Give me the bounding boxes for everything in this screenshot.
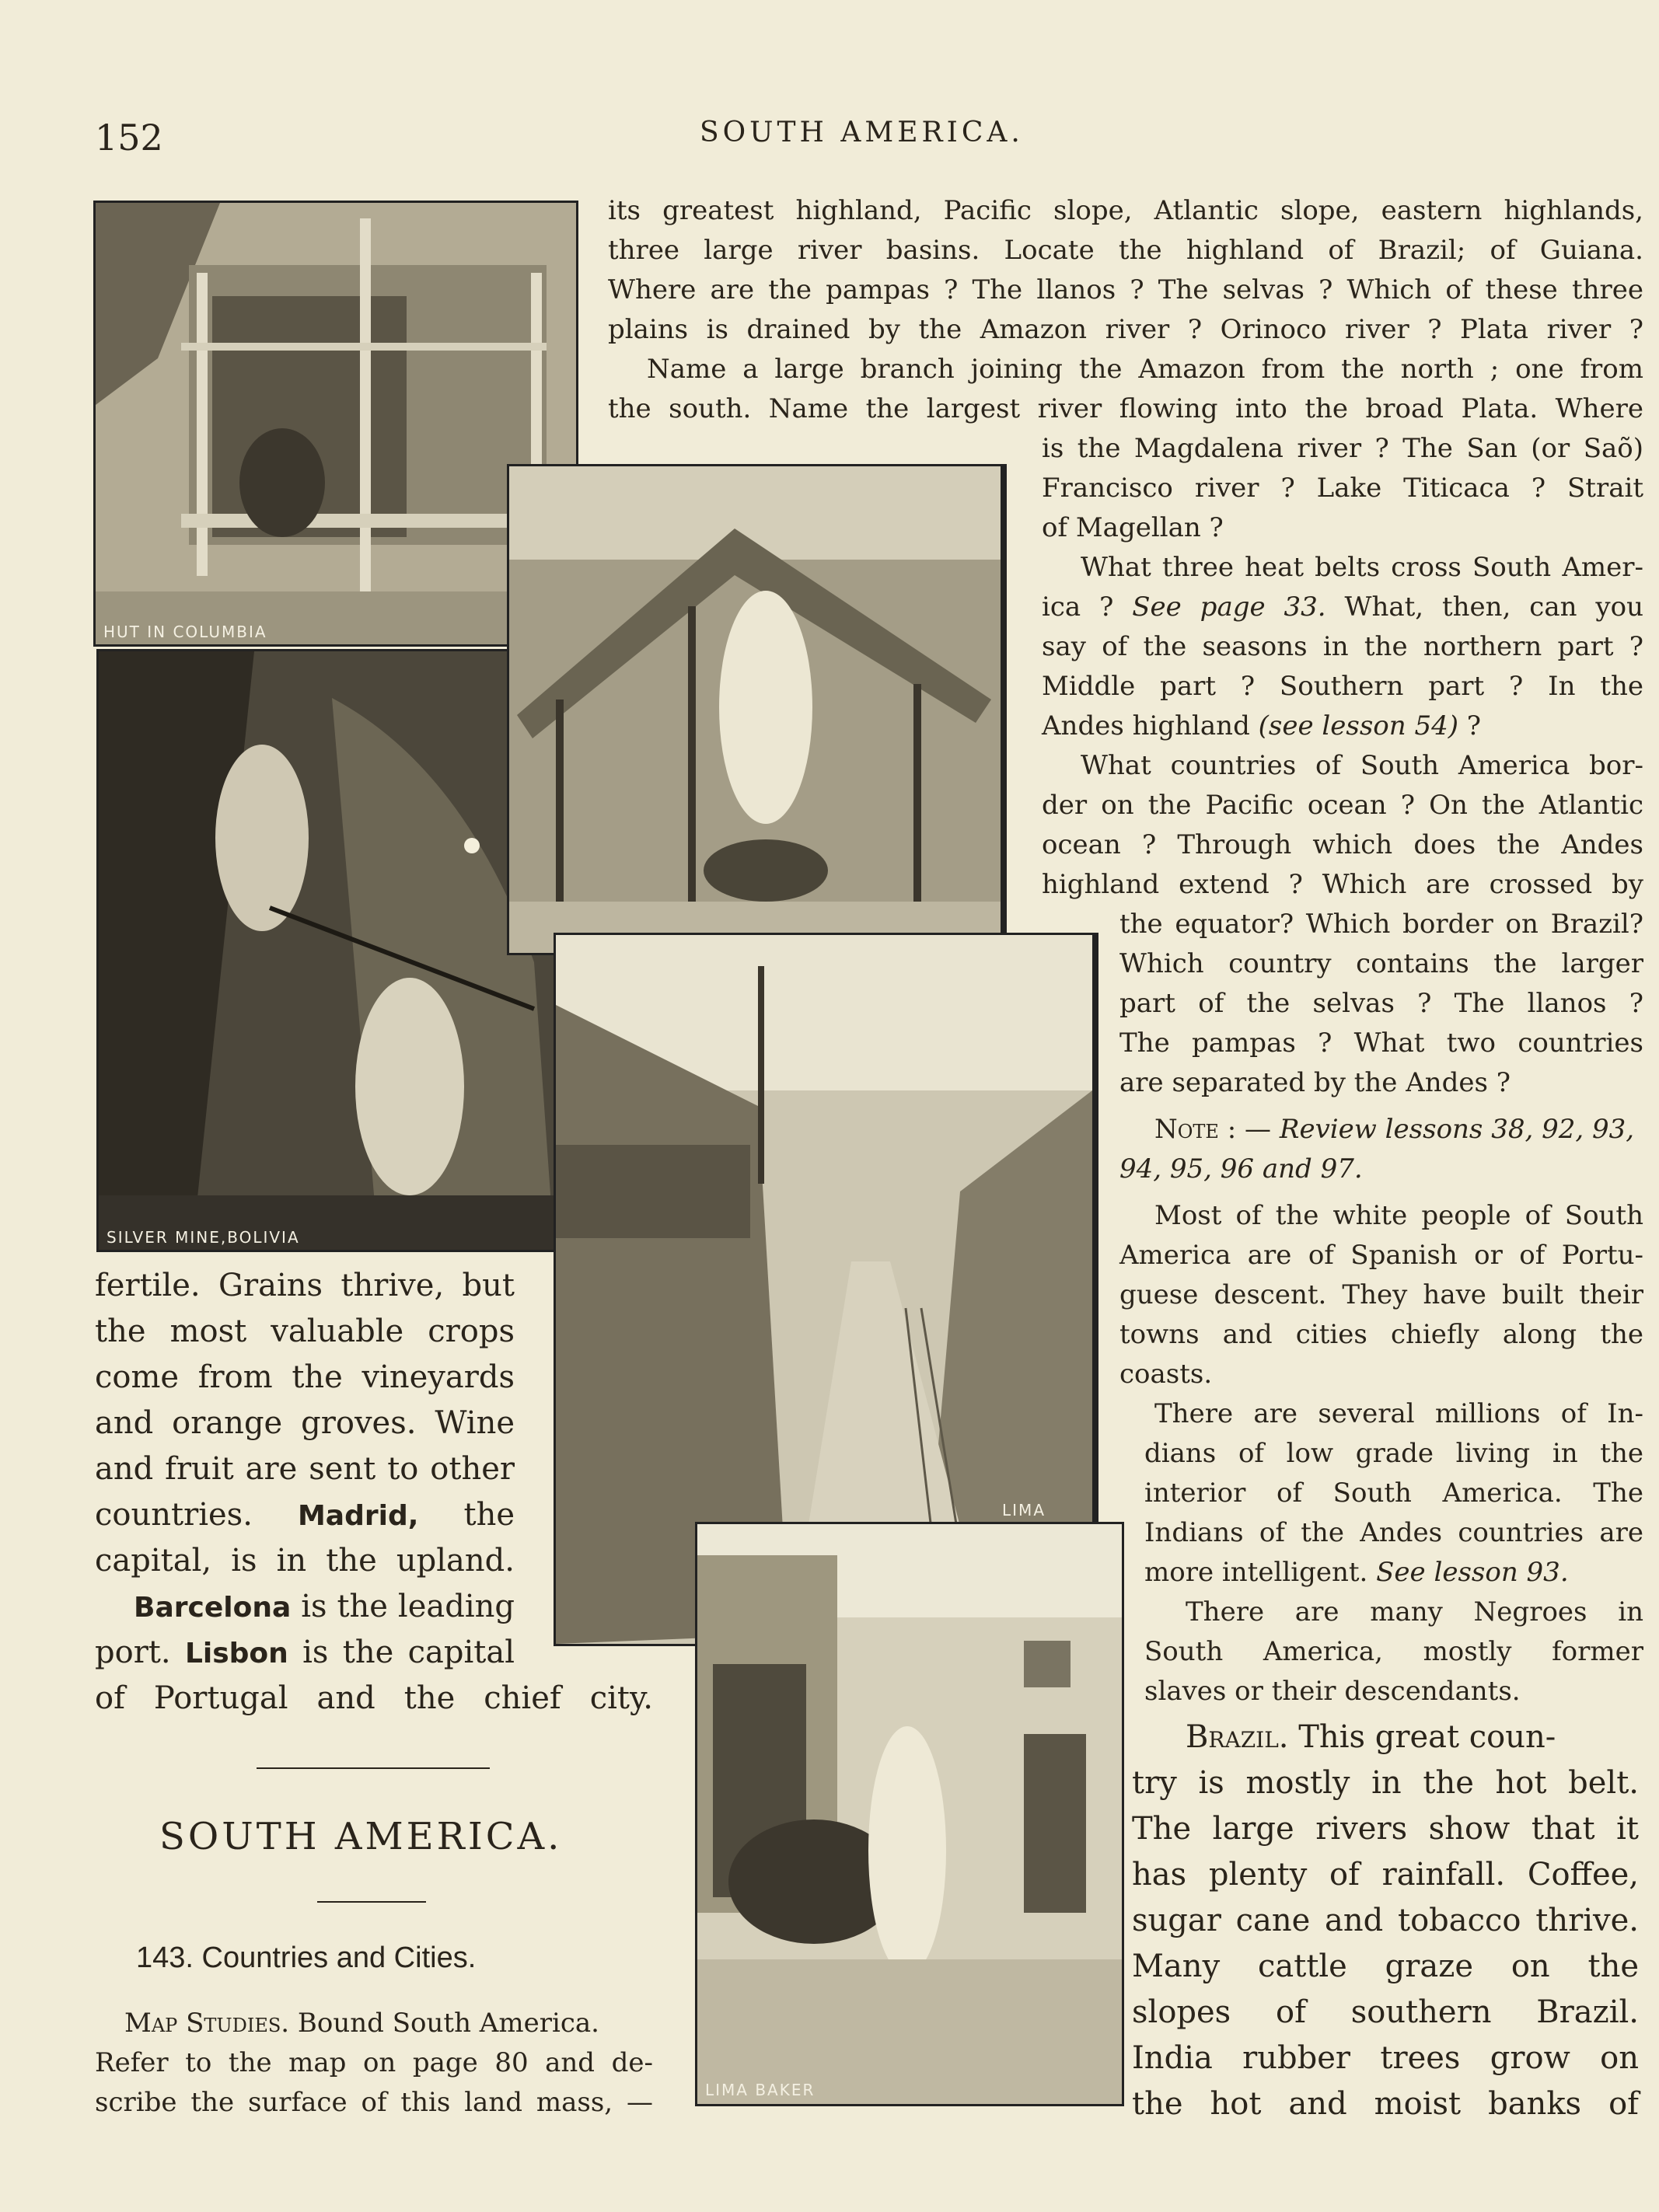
text-run: more intelligent. (1144, 1557, 1377, 1588)
page-number: 152 (95, 117, 163, 159)
text-run: port. (95, 1635, 185, 1670)
caption-lima-baker: LIMA BAKER (705, 2081, 816, 2099)
text-line: the hot and moist banks of (1132, 2086, 1639, 2122)
brazil-label: Brazil. (1186, 1719, 1289, 1755)
text-line: interior of South America. The (1144, 1478, 1643, 1509)
text-line: Indians of the Andes countries are (1144, 1517, 1643, 1548)
text-run: What, then, can you (1325, 591, 1643, 623)
text-line: Most of the white people of South (1154, 1200, 1643, 1231)
text-line: the most valuable crops (95, 1314, 515, 1349)
text-line: There are several millions of In- (1154, 1398, 1643, 1429)
text-line: of Portugal and the chief city. (95, 1680, 653, 1716)
text-line: plains is drained by the Amazon river ? Orinoco river ? Plata river ? (608, 314, 1643, 345)
text-run: the (418, 1497, 515, 1533)
text-line: dians of low grade living in the (1144, 1438, 1643, 1469)
text-line: ocean ? Through which does the Andes (1042, 829, 1643, 860)
text-line (1042, 707, 1481, 746)
city-name-lisbon: Lisbon (184, 1638, 288, 1669)
lesson-heading (136, 1942, 476, 1975)
illustration-lima-baker (695, 1522, 1124, 2106)
text-line: come from the vineyards (95, 1359, 515, 1395)
illustration-hut-columbia (93, 201, 578, 647)
illustration-silver-mine (96, 649, 557, 1252)
text-line: South America, mostly former (1144, 1636, 1643, 1667)
text-line: Refer to the map on page 80 and de- (95, 2047, 653, 2078)
text-line (1186, 1715, 1556, 1760)
text-line: highland extend ? Which are crossed by (1042, 869, 1643, 900)
text-line: slopes of southern Brazil. (1132, 1994, 1639, 2030)
text-line (1042, 588, 1643, 627)
text-line: try is mostly in the hot belt. (1132, 1765, 1639, 1801)
page-reference: See page 33. (1132, 591, 1326, 623)
text-line: the south. Name the largest river flowing into the broad Plata. Where (608, 393, 1643, 424)
text-run: is the capital (288, 1635, 515, 1670)
text-line: the equator? Which border on Brazil? (1119, 909, 1643, 940)
caption-lima: LIMA (1002, 1501, 1046, 1519)
text-line: fertile. Grains thrive, but (95, 1268, 515, 1303)
text-line: is the Magdalena river ? The San (or Saõ) (1042, 433, 1643, 464)
map-studies-label: Map Studies. (124, 2008, 290, 2039)
text-line: Which country contains the larger (1119, 948, 1643, 979)
text-line: Francisco river ? Lake Titicaca ? Strait (1042, 473, 1643, 504)
city-name-barcelona: Barcelona (134, 1592, 292, 1624)
text-line: three large river basins. Locate the highland of Brazil; of Guiana. (608, 235, 1643, 266)
text-run: countries. (95, 1497, 298, 1533)
text-line: towns and cities chiefly along the (1119, 1319, 1643, 1350)
text-line: of Magellan ? (1042, 512, 1224, 543)
ornamental-rule (257, 1767, 490, 1769)
note-label: Note : — (1154, 1114, 1280, 1145)
text-line: guese descent. They have built their (1119, 1279, 1643, 1310)
text-line: sugar cane and tobacco thrive. (1132, 1903, 1639, 1938)
running-title: SOUTH AMERICA. (700, 117, 1024, 148)
text-line: and orange groves. Wine (95, 1405, 515, 1441)
lesson-number: 143. (136, 1942, 194, 1974)
text-line: its greatest highland, Pacific slope, Atlantic slope, eastern highlands, (608, 195, 1643, 226)
text-line: Name a large branch joining the Amazon from the north ; one from (647, 354, 1643, 385)
lesson-reference: See lesson 93. (1376, 1557, 1569, 1588)
city-name-madrid: Madrid, (297, 1500, 419, 1532)
text-run: ica ? (1042, 591, 1133, 623)
text-line: slaves or their descendants. (1144, 1676, 1521, 1707)
text-line: coasts. (1119, 1359, 1213, 1390)
text-run: This great coun- (1288, 1719, 1556, 1755)
text-line: are separated by the Andes ? (1119, 1067, 1511, 1098)
lesson-reference: (see lesson 54) (1258, 710, 1458, 741)
text-line (95, 1630, 515, 1676)
note-line (1154, 1110, 1634, 1150)
text-run: is the leading (291, 1589, 515, 1624)
text-line: capital, is in the upland. (95, 1543, 515, 1579)
note-line: 94, 95, 96 and 97. (1119, 1153, 1363, 1185)
text-run: Bound South America. (289, 2008, 599, 2039)
lesson-title: Countries and Cities. (201, 1942, 477, 1974)
text-line (95, 1492, 515, 1539)
text-line: What three heat belts cross South Amer- (1081, 552, 1643, 583)
text-line (1144, 1553, 1569, 1593)
text-line: and fruit are sent to other (95, 1451, 515, 1487)
text-run: Andes highland (1042, 710, 1259, 741)
text-line: The pampas ? What two countries (1119, 1027, 1643, 1059)
text-line: part of the selvas ? The llanos ? (1119, 988, 1643, 1019)
text-line: der on the Pacific ocean ? On the Atlantic (1042, 790, 1643, 821)
text-line: The large rivers show that it (1132, 1811, 1639, 1847)
caption-hut-columbia: HUT IN COLUMBIA (103, 623, 267, 641)
text-line: America are of Spanish or of Portu- (1119, 1240, 1643, 1271)
text-line (134, 1584, 515, 1631)
text-line: There are many Negroes in (1186, 1596, 1643, 1628)
text-line: Where are the pampas ? The llanos ? The selvas ? Which of these three (608, 274, 1643, 305)
illustration-amazon-hut (507, 464, 1007, 955)
text-line: scribe the surface of this land mass, — (95, 2087, 653, 2118)
text-line (124, 2004, 599, 2043)
text-line: has plenty of rainfall. Coffee, (1132, 1857, 1639, 1893)
text-line: Middle part ? Southern part ? In the (1042, 671, 1643, 702)
text-line: India rubber trees grow on (1132, 2040, 1639, 2076)
note-text: Review lessons 38, 92, 93, (1279, 1114, 1635, 1145)
section-heading: SOUTH AMERICA. (159, 1815, 563, 1858)
text-line: Many cattle graze on the (1132, 1949, 1639, 1984)
ornamental-rule (317, 1901, 426, 1903)
text-line: What countries of South America bor- (1081, 750, 1643, 781)
text-run: ? (1458, 710, 1482, 741)
text-line: say of the seasons in the northern part ? (1042, 631, 1643, 662)
caption-silver-mine: SILVER MINE,BOLIVIA (107, 1228, 300, 1247)
